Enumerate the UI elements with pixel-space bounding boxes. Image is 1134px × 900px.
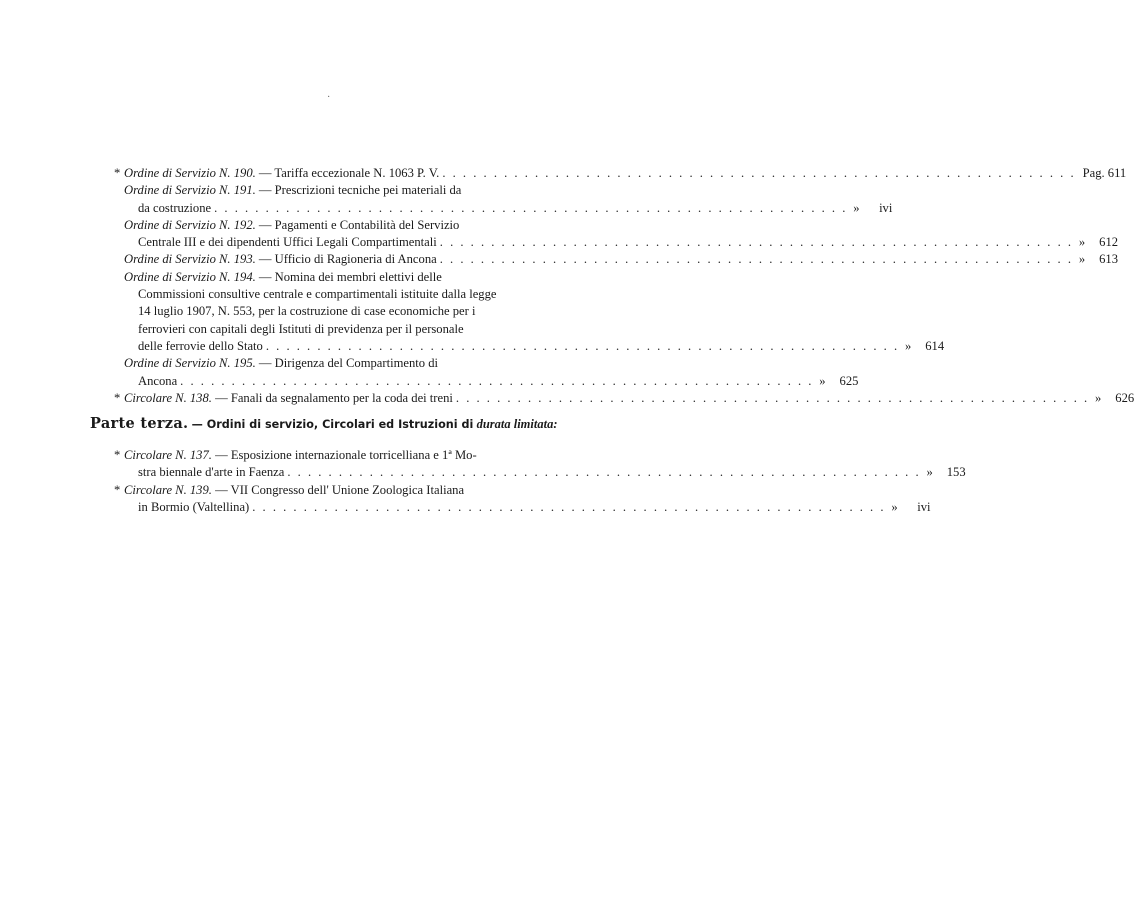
dot-leader bbox=[266, 338, 899, 355]
entry-text: in Bormio (Valtellina) bbox=[138, 499, 250, 514]
entry-text: ferrovieri con capitali degli Istituti di previdenza per il personale bbox=[138, 321, 464, 336]
section-heading bbox=[90, 414, 610, 434]
entry-text: stra biennale d'arte in Faenza bbox=[138, 465, 285, 480]
entry-text: — Prescrizioni tecniche pei materiali da bbox=[258, 183, 462, 198]
ditto-mark: » bbox=[1078, 235, 1086, 250]
dot-leader bbox=[214, 200, 847, 217]
ditto-mark: » bbox=[1095, 390, 1102, 405]
entry-ref: Ordine di Servizio N. 195. bbox=[124, 356, 256, 371]
entry-page: 612 bbox=[1099, 235, 1119, 250]
dot-leader bbox=[440, 251, 1073, 268]
index-entry-191 bbox=[124, 182, 893, 217]
index-list-part2 bbox=[114, 165, 1134, 407]
index-entry-192 bbox=[124, 217, 1119, 252]
entry-ref: Circolare N. 137. bbox=[124, 448, 212, 462]
page-mark: · bbox=[327, 92, 331, 103]
section-title: Parte terza. bbox=[90, 415, 189, 432]
asterisk-mark: * bbox=[114, 482, 121, 497]
entry-page: ivi bbox=[917, 499, 931, 514]
index-list-part3 bbox=[114, 447, 966, 516]
index-entry-193 bbox=[124, 251, 1118, 268]
entry-text: — Esposizione internazionale torricelliana e 1ª Mo- bbox=[215, 448, 477, 462]
index-entry-circ-139 bbox=[114, 482, 931, 517]
dot-leader bbox=[287, 464, 920, 481]
entry-ref: Ordine di Servizio N. 192. bbox=[124, 217, 256, 232]
entry-page: 614 bbox=[925, 338, 945, 353]
dot-leader bbox=[456, 390, 1089, 407]
entry-ref: Ordine di Servizio N. 190. bbox=[124, 166, 256, 180]
entry-ref: Ordine di Servizio N. 193. bbox=[124, 252, 256, 267]
ditto-mark: » bbox=[1078, 252, 1086, 267]
entry-text: — Nomina dei membri elettivi delle bbox=[258, 269, 442, 284]
entry-page: 626 bbox=[1115, 390, 1134, 405]
entry-text: Commissioni consultive centrale e compartimentali istituite dalla legge bbox=[138, 287, 497, 302]
dot-leader bbox=[180, 373, 813, 390]
entry-page: 625 bbox=[839, 373, 859, 388]
ditto-mark: » bbox=[891, 499, 898, 514]
index-entry-194 bbox=[124, 269, 945, 355]
entry-page: 153 bbox=[946, 465, 966, 480]
dot-leader bbox=[252, 499, 885, 516]
entry-text: delle ferrovie dello Stato bbox=[138, 338, 263, 353]
dot-leader bbox=[440, 234, 1073, 251]
section-subtitle-italic: durata limitata: bbox=[476, 417, 558, 431]
entry-text: — VII Congresso dell' Unione Zoologica Italiana bbox=[215, 482, 465, 497]
entry-ref: Circolare N. 139. bbox=[124, 482, 212, 497]
index-entry-circ-138 bbox=[114, 390, 1134, 407]
asterisk-mark: * bbox=[114, 448, 121, 462]
index-entry-195 bbox=[124, 355, 859, 390]
entry-text: — Fanali da segnalamento per la coda dei treni bbox=[215, 390, 453, 405]
entry-text: da costruzione bbox=[138, 200, 212, 215]
ditto-mark: » bbox=[853, 200, 860, 215]
entry-text: — Dirigenza del Compartimento di bbox=[258, 356, 438, 371]
section-subtitle: — Ordini di servizio, Circolari ed Istruzioni di bbox=[191, 418, 474, 431]
entry-text: — Pagamenti e Contabilità del Servizio bbox=[258, 217, 460, 232]
entry-page: Pag. 611 bbox=[1082, 166, 1127, 180]
ditto-mark: » bbox=[926, 465, 933, 480]
index-entry-circ-137 bbox=[114, 447, 966, 482]
asterisk-mark: * bbox=[114, 166, 121, 180]
ditto-mark: » bbox=[819, 373, 826, 388]
entry-page: ivi bbox=[879, 200, 893, 215]
entry-ref: Circolare N. 138. bbox=[124, 390, 212, 405]
entry-page: 613 bbox=[1099, 252, 1118, 267]
entry-text: — Ufficio di Ragioneria di Ancona bbox=[258, 252, 437, 267]
entry-ref: Ordine di Servizio N. 194. bbox=[124, 269, 256, 284]
entry-text: 14 luglio 1907, N. 553, per la costruzione di case economiche per i bbox=[138, 304, 476, 319]
entry-text: Centrale III e dei dipendenti Uffici Legali Compartimentali bbox=[138, 235, 437, 250]
ditto-mark: » bbox=[904, 338, 912, 353]
index-entry-190 bbox=[114, 165, 1127, 182]
entry-ref: Ordine di Servizio N. 191. bbox=[124, 183, 256, 198]
asterisk-mark: * bbox=[114, 390, 121, 405]
entry-text: — Tariffa eccezionale N. 1063 P. V. bbox=[258, 166, 440, 180]
entry-text: Ancona bbox=[138, 373, 178, 388]
